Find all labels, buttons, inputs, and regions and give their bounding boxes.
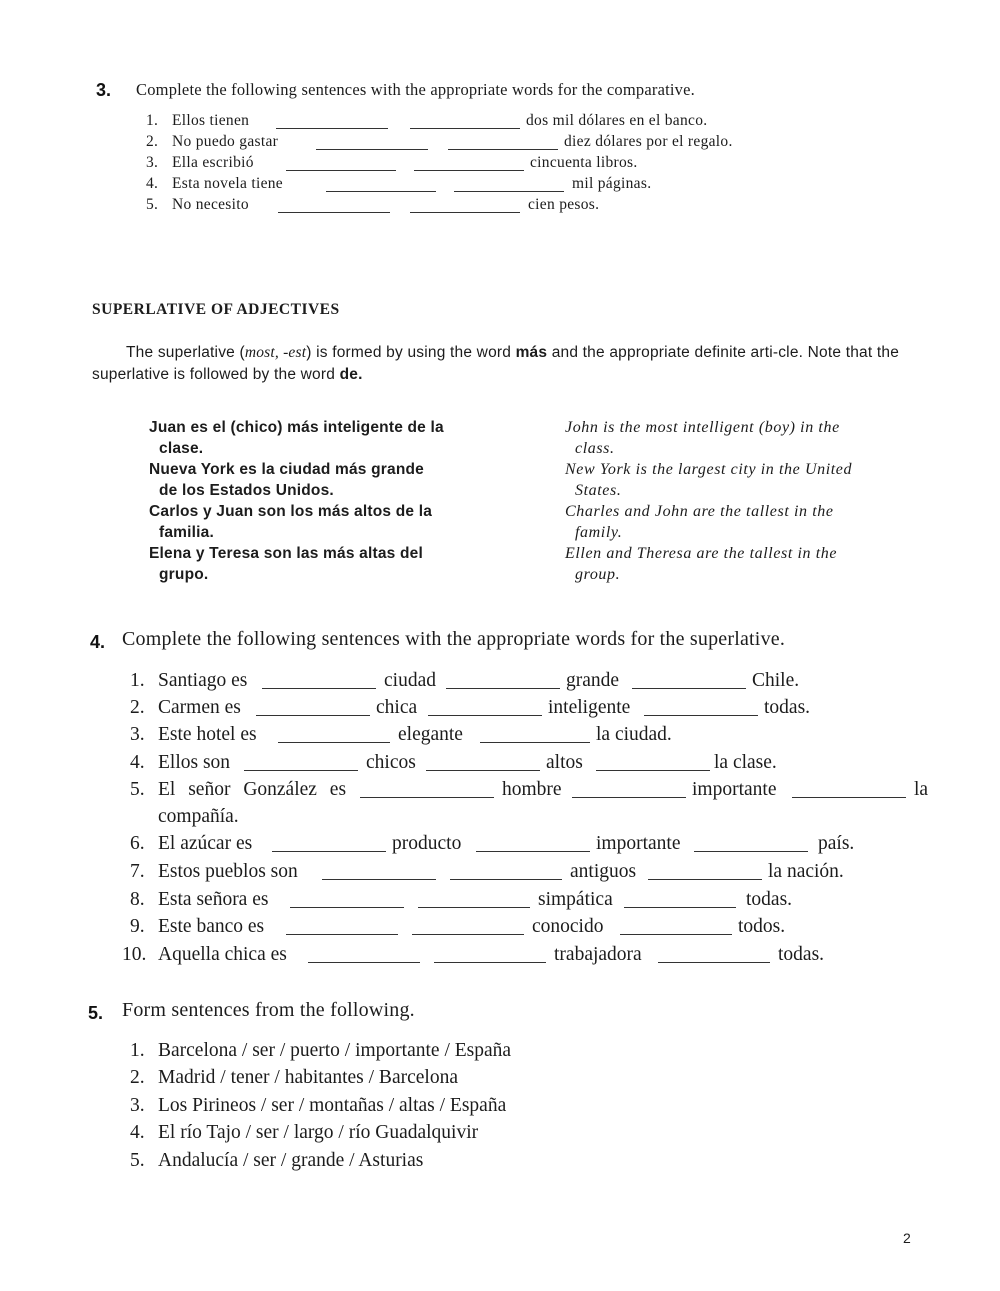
item-text: antiguos — [570, 861, 637, 882]
item-number: 3. — [130, 1095, 145, 1116]
item-number: 3. — [130, 724, 145, 745]
paragraph-text: and the appropriate definite arti-cle. Note that the superlative is followed by the word — [92, 344, 900, 383]
answer-blank[interactable] — [286, 170, 396, 171]
example-line: Nueva York es la ciudad más grande — [149, 461, 425, 478]
item-text: Chile. — [752, 670, 800, 691]
item-text: Barcelona / ser / puerto / importante / España — [158, 1040, 512, 1061]
paragraph-bold: más — [515, 344, 548, 361]
item-text: Este banco es — [158, 916, 265, 937]
example-line: Charles and John are the tallest in the — [565, 503, 834, 520]
exercise-4-instruction: Complete the following sentences with the appropriate words for the superlative. — [122, 628, 786, 650]
example-line: John is the most intelligent (boy) in the — [565, 419, 840, 436]
example-spanish — [149, 459, 519, 501]
example-line: Juan es el (chico) más inteligente de la — [149, 419, 444, 436]
item-text: No puedo gastar — [172, 133, 279, 150]
answer-blank[interactable] — [322, 879, 436, 880]
answer-blank[interactable] — [244, 770, 358, 771]
answer-blank[interactable] — [648, 879, 762, 880]
item-text: Ella escribió — [172, 154, 254, 171]
example-spanish — [149, 501, 519, 543]
item-text: Esta señora es — [158, 889, 269, 910]
answer-blank[interactable] — [596, 770, 710, 771]
item-number: 10. — [122, 944, 147, 965]
answer-blank[interactable] — [360, 797, 494, 798]
example-line: grupo. — [159, 566, 209, 583]
item-text: todas. — [778, 944, 825, 965]
item-number: 5. — [130, 1150, 145, 1171]
answer-blank[interactable] — [434, 962, 546, 963]
example-line: familia. — [159, 524, 215, 541]
item-text: chicos — [366, 752, 416, 773]
item-number: 2. — [130, 1067, 145, 1088]
item-text: Carmen es — [158, 697, 241, 718]
item-text: El señor González es — [158, 779, 347, 800]
answer-blank[interactable] — [450, 879, 562, 880]
example-english — [565, 417, 935, 459]
item-text: producto — [392, 833, 462, 854]
explanation-paragraph — [92, 342, 932, 386]
example-line: class. — [575, 440, 615, 457]
answer-blank[interactable] — [316, 149, 428, 150]
example-line: de los Estados Unidos. — [159, 482, 334, 499]
item-text: hombre — [502, 779, 562, 800]
item-text: Aquella chica es — [158, 944, 287, 965]
item-text: Esta novela tiene — [172, 175, 283, 192]
item-text: cien pesos. — [528, 196, 600, 213]
exercise-5-instruction: Form sentences from the following. — [122, 999, 415, 1021]
item-number: 2. — [130, 697, 145, 718]
example-line: family. — [575, 524, 623, 541]
item-text: Estos pueblos son — [158, 861, 298, 882]
item-text: chica — [376, 697, 418, 718]
answer-blank[interactable] — [428, 715, 542, 716]
page-number: 2 — [903, 1230, 911, 1246]
answer-blank[interactable] — [256, 715, 370, 716]
item-text: todas. — [746, 889, 793, 910]
item-number: 5. — [130, 779, 145, 800]
item-text: El azúcar es — [158, 833, 253, 854]
answer-blank[interactable] — [658, 962, 770, 963]
paragraph-italic: most, -est — [244, 344, 307, 361]
item-number: 1. — [130, 1040, 145, 1061]
item-number: 3. — [146, 154, 159, 171]
item-text: El río Tajo / ser / largo / río Guadalquivir — [158, 1122, 479, 1143]
answer-blank[interactable] — [572, 797, 686, 798]
item-text: altos — [546, 752, 583, 773]
answer-blank[interactable] — [480, 742, 590, 743]
item-number: 1. — [130, 670, 145, 691]
item-text: Madrid / tener / habitantes / Barcelona — [158, 1067, 458, 1088]
item-number: 7. — [130, 861, 145, 882]
list-item-continuation: compañía. — [158, 806, 239, 827]
item-number: 9. — [130, 916, 145, 937]
exercise-5-number: 5. — [88, 1003, 104, 1023]
paragraph-text: ) is formed by using the word — [306, 344, 516, 361]
answer-blank[interactable] — [278, 212, 390, 213]
item-number: 8. — [130, 889, 145, 910]
item-text: la — [914, 779, 929, 800]
paragraph-text: The superlative ( — [126, 344, 245, 361]
item-text: Los Pirineos / ser / montañas / altas / España — [158, 1095, 507, 1116]
answer-blank[interactable] — [414, 170, 524, 171]
item-text: simpática — [538, 889, 613, 910]
answer-blank[interactable] — [278, 742, 390, 743]
example-spanish — [149, 543, 519, 585]
example-line: New York is the largest city in the United — [565, 461, 853, 478]
answer-blank[interactable] — [410, 212, 520, 213]
item-text: la nación. — [768, 861, 844, 882]
item-number: 1. — [146, 112, 159, 129]
item-text: grande — [566, 670, 620, 691]
item-number: 5. — [146, 196, 159, 213]
item-text: dos mil dólares en el banco. — [526, 112, 708, 129]
answer-blank[interactable] — [410, 128, 520, 129]
answer-blank[interactable] — [412, 934, 524, 935]
answer-blank[interactable] — [448, 149, 558, 150]
answer-blank[interactable] — [308, 962, 420, 963]
item-text: ciudad — [384, 670, 436, 691]
example-line: Elena y Teresa son las más altas del — [149, 545, 423, 562]
item-text: todas. — [764, 697, 811, 718]
answer-blank[interactable] — [644, 715, 758, 716]
example-line: clase. — [159, 440, 204, 457]
exercise-3-number: 3. — [96, 80, 112, 100]
answer-blank[interactable] — [694, 851, 808, 852]
example-line: group. — [575, 566, 621, 583]
example-english — [565, 501, 935, 543]
example-line: Carlos y Juan son los más altos de la — [149, 503, 433, 520]
example-line: Ellen and Theresa are the tallest in the — [565, 545, 838, 562]
exercise-3-instruction: Complete the following sentences with the appropriate words for the comparative. — [136, 80, 695, 99]
item-text: inteligente — [548, 697, 631, 718]
item-number: 4. — [130, 752, 145, 773]
item-text: importante — [692, 779, 777, 800]
answer-blank[interactable] — [632, 688, 746, 689]
paragraph-bold: de. — [339, 366, 363, 383]
answer-blank[interactable] — [262, 688, 376, 689]
item-text: cincuenta libros. — [530, 154, 638, 171]
answer-blank[interactable] — [792, 797, 906, 798]
item-text: importante — [596, 833, 681, 854]
item-text: la ciudad. — [596, 724, 672, 745]
exercise-4-number: 4. — [90, 632, 106, 652]
example-spanish — [149, 417, 519, 459]
item-text: la clase. — [714, 752, 777, 773]
item-number: 4. — [146, 175, 159, 192]
item-text: país. — [818, 833, 855, 854]
item-text: Este hotel es — [158, 724, 257, 745]
example-line: States. — [575, 482, 622, 499]
answer-blank[interactable] — [624, 907, 736, 908]
answer-blank[interactable] — [620, 934, 732, 935]
answer-blank[interactable] — [290, 907, 404, 908]
answer-blank[interactable] — [272, 851, 386, 852]
item-number: 6. — [130, 833, 145, 854]
answer-blank[interactable] — [446, 688, 560, 689]
answer-blank[interactable] — [476, 851, 590, 852]
item-text: Ellos son — [158, 752, 231, 773]
section-heading: SUPERLATIVE OF ADJECTIVES — [92, 301, 340, 318]
item-number: 2. — [146, 133, 159, 150]
item-text: mil páginas. — [572, 175, 652, 192]
answer-blank[interactable] — [426, 770, 540, 771]
item-text: trabajadora — [554, 944, 642, 965]
item-text: No necesito — [172, 196, 249, 213]
example-english — [565, 459, 935, 501]
answer-blank[interactable] — [454, 191, 564, 192]
item-text: diez dólares por el regalo. — [564, 133, 733, 150]
example-english — [565, 543, 935, 585]
item-text: elegante — [398, 724, 463, 745]
item-text: Andalucía / ser / grande / Asturias — [158, 1150, 424, 1171]
answer-blank[interactable] — [276, 128, 388, 129]
item-text: Santiago es — [158, 670, 248, 691]
answer-blank[interactable] — [326, 191, 436, 192]
item-text: conocido — [532, 916, 604, 937]
item-number: 4. — [130, 1122, 145, 1143]
answer-blank[interactable] — [418, 907, 530, 908]
item-text: Ellos tienen — [172, 112, 250, 129]
item-text: todos. — [738, 916, 786, 937]
answer-blank[interactable] — [286, 934, 398, 935]
